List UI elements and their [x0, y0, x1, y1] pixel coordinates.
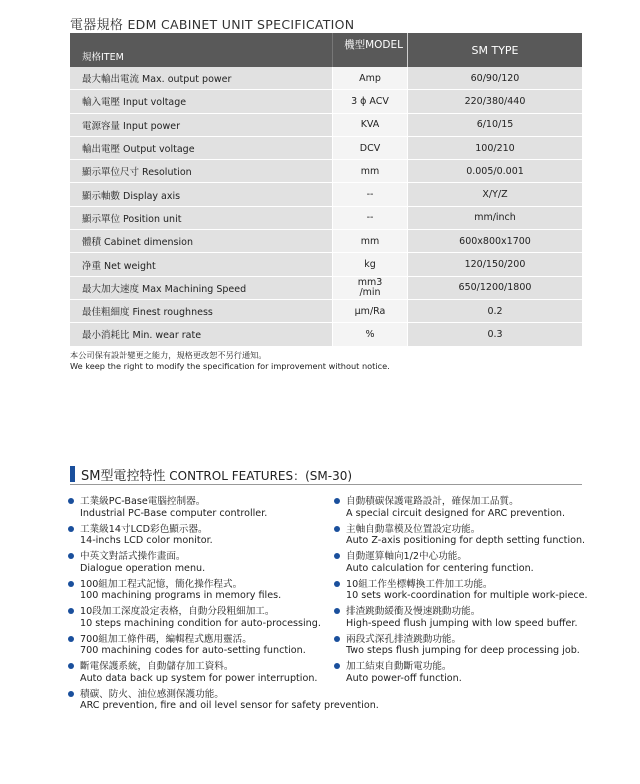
spec-value: 600x800x1700 [408, 230, 583, 253]
spec-item-label: 輸入電壓 Input voltage [70, 90, 333, 113]
spec-value: 120/150/200 [408, 253, 583, 276]
bullet-icon [68, 663, 74, 669]
spec-item-label: 最小消耗比 Min. wear rate [70, 323, 333, 346]
control-title-en: CONTROL FEATURES：(SM-30) [169, 468, 353, 483]
notice-zh: 本公司保有設計變更之能力，規格更改恕不另行通知。 [70, 350, 267, 360]
spec-unit: mm3 /min [333, 276, 408, 299]
feature-en: Two steps flush jumping for deep processing job. [346, 645, 580, 656]
feature-item [80, 579, 281, 602]
notice [70, 350, 390, 371]
header-model: 機型MODEL [333, 33, 408, 67]
bullet-icon [334, 636, 340, 642]
feature-en: 10 sets work-coordination for multiple work-piece. [346, 590, 588, 601]
spec-row [70, 90, 582, 113]
feature-en: Dialogue operation menu. [80, 562, 206, 574]
spec-title-zh: 電器規格 [70, 18, 124, 33]
spec-unit: kg [333, 253, 408, 276]
spec-row [70, 206, 582, 229]
control-title-zh: SM型電控特性 [81, 468, 166, 484]
feature-zh: 斷電保護系統，自動儲存加工資料。 [80, 661, 234, 672]
feature-en: Auto calculation for centering function. [346, 562, 534, 574]
feature-zh: 積碳、防火、油位感測保護功能。 [80, 688, 224, 700]
spec-unit: KVA [333, 113, 408, 136]
feature-item [346, 661, 462, 684]
feature-zh: 10組工作坐標轉換工件加工功能。 [346, 578, 493, 590]
bullet-icon [334, 608, 340, 614]
spec-item-label: 顯示軸數 Display axis [70, 183, 333, 206]
control-header [70, 466, 352, 482]
spec-value: 0.2 [408, 299, 583, 322]
feature-zh: 主軸自動靠模及位置設定功能。 [346, 523, 481, 535]
spec-unit: μm/Ra [333, 299, 408, 322]
feature-item [80, 634, 306, 657]
spec-row [70, 299, 582, 322]
spec-title-en: EDM CABINET UNIT SPECIFICATION [127, 17, 355, 32]
spec-row [70, 160, 582, 183]
spec-unit: DCV [333, 136, 408, 159]
feature-zh: 排渣跳動緩衝及慢速跳動功能。 [346, 606, 481, 617]
feature-item [80, 496, 267, 519]
bullet-icon [68, 608, 74, 614]
spec-item-label: 電源容量 Input power [70, 113, 333, 136]
feature-item [346, 496, 565, 519]
spec-unit: 3 ϕ ACV [333, 90, 408, 113]
spec-value: 0.3 [408, 323, 583, 346]
spec-value: 100/210 [408, 136, 583, 159]
feature-en: 700 machining codes for auto-setting function. [80, 645, 306, 656]
bullet-icon [334, 581, 340, 587]
bullet-icon [68, 581, 74, 587]
feature-item [80, 524, 213, 547]
feature-en: A special circuit designed for ARC prevention. [346, 507, 566, 519]
feature-zh: 自動運算軸向1/2中心功能。 [346, 551, 467, 562]
spec-item-label: 最佳粗細度 Finest roughness [70, 299, 333, 322]
spec-item-label: 輸出電壓 Output voltage [70, 136, 333, 159]
feature-en: High-speed flush jumping with low speed buffer. [346, 617, 578, 629]
feature-item [80, 606, 321, 629]
bullet-icon [68, 498, 74, 504]
feature-en: Auto Z-axis positioning for depth setting function. [346, 535, 586, 546]
feature-en: 14-inchs LCD color monitor. [80, 535, 213, 546]
spec-title [70, 14, 354, 33]
spec-item-label: 顯示單位尺寸 Resolution [70, 160, 333, 183]
feature-item [80, 661, 317, 684]
feature-zh: 700組加工條件碼，編輯程式應用靈活。 [80, 633, 252, 645]
feature-item [346, 606, 578, 629]
feature-zh: 兩段式深孔排渣跳動功能。 [346, 633, 462, 645]
spec-unit: mm [333, 230, 408, 253]
spec-unit: -- [333, 206, 408, 229]
spec-unit: mm [333, 160, 408, 183]
bullet-icon [68, 691, 74, 697]
feature-item [346, 634, 580, 657]
spec-unit: -- [333, 183, 408, 206]
spec-item-label: 净重 Net weight [70, 253, 333, 276]
feature-zh: 中英文對話式操作畫面。 [80, 551, 186, 562]
feature-zh: 100組加工程式記憶，簡化操作程式。 [80, 578, 243, 590]
bullet-icon [68, 526, 74, 532]
feature-en: Auto power-off function. [346, 672, 462, 684]
spec-header-row [70, 33, 582, 67]
spec-table [70, 33, 582, 347]
feature-item [80, 689, 379, 712]
feature-zh: 工業級PC-Base電腦控制器。 [80, 496, 206, 507]
header-type: SM TYPE [408, 33, 583, 67]
spec-unit: Amp [333, 67, 408, 90]
header-item: 規格ITEM [70, 33, 333, 67]
bullet-icon [334, 553, 340, 559]
feature-zh: 工業級14寸LCD彩色顯示器。 [80, 523, 208, 535]
spec-value: 60/90/120 [408, 67, 583, 90]
spec-row [70, 276, 582, 299]
spec-value: 220/380/440 [408, 90, 583, 113]
feature-item [346, 551, 534, 574]
bullet-icon [334, 526, 340, 532]
spec-item-label: 顯示單位 Position unit [70, 206, 333, 229]
spec-value: X/Y/Z [408, 183, 583, 206]
spec-item-label: 最大加大速度 Max Machining Speed [70, 276, 333, 299]
bullet-icon [68, 636, 74, 642]
spec-item-label: 最大輸出電流 Max. output power [70, 67, 333, 90]
control-title [81, 465, 352, 484]
bullet-icon [334, 663, 340, 669]
feature-en: ARC prevention, fire and oil level sensor for safety prevention. [80, 700, 379, 711]
feature-zh: 自動積碳保護電路設計，確保加工品質。 [346, 496, 519, 507]
feature-item [346, 524, 585, 547]
spec-value: 650/1200/1800 [408, 276, 583, 299]
spec-row [70, 183, 582, 206]
spec-value: 0.005/0.001 [408, 160, 583, 183]
bullet-icon [68, 553, 74, 559]
feature-item [346, 579, 588, 602]
feature-zh: 10段加工深度設定表格，自動分段粗細加工。 [80, 606, 275, 617]
spec-unit: % [333, 323, 408, 346]
bullet-icon [334, 498, 340, 504]
feature-en: Auto data back up system for power interruption. [80, 672, 318, 684]
notice-en: We keep the right to modify the specification for improvement without notice. [70, 360, 390, 371]
spec-row [70, 323, 582, 346]
spec-row [70, 136, 582, 159]
spec-row [70, 113, 582, 136]
spec-row [70, 230, 582, 253]
spec-item-label: 體積 Cabinet dimension [70, 230, 333, 253]
spec-row [70, 253, 582, 276]
feature-en: 100 machining programs in memory files. [80, 590, 282, 601]
spec-value: 6/10/15 [408, 113, 583, 136]
spec-value: mm/inch [408, 206, 583, 229]
feature-zh: 加工結束自動斷電功能。 [346, 661, 452, 672]
feature-en: Industrial PC-Base computer controller. [80, 507, 268, 519]
feature-item [80, 551, 205, 574]
section-marker [70, 466, 75, 482]
section-divider [70, 484, 582, 485]
spec-row [70, 67, 582, 90]
feature-en: 10 steps machining condition for auto-processing. [80, 617, 321, 629]
